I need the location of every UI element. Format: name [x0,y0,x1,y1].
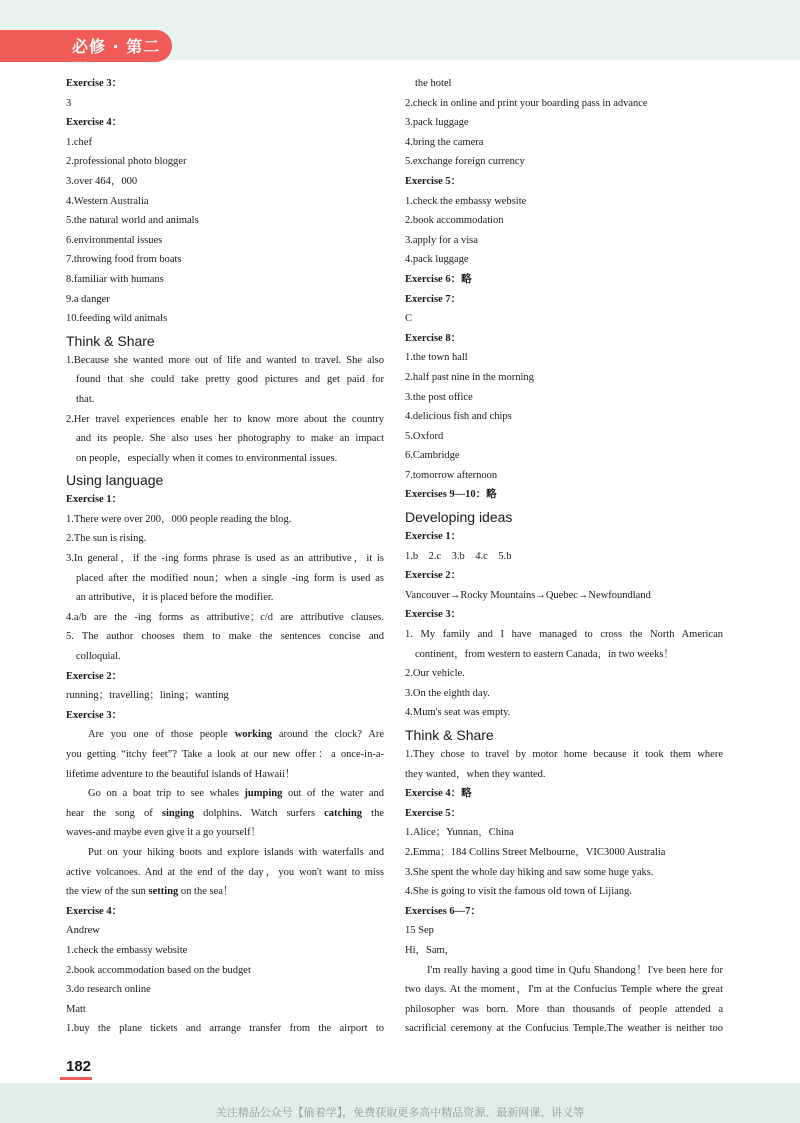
exercise-heading: Exercise 6：略 [405,273,472,285]
answer-line: 1.Because she wanted more out of life and wanted to travel. She also [66,354,384,366]
exercise-heading: Exercise 4： [66,905,123,917]
letter-date: 15 Sep [405,925,434,937]
exercise-heading: Exercise 5： [405,807,462,819]
book-volume-tab [0,30,172,79]
answer-line: on people，especially when it comes to environmental issues. [76,452,338,464]
answer-item: 3.over 464，000 [66,175,138,187]
answer-item: 3.apply for a visa [405,234,478,246]
exercise-heading: Exercise 1： [405,531,462,543]
exercise-heading: Exercises 9—10：略 [405,489,497,501]
exercise-heading: Exercise 2： [66,670,123,682]
answer-line: 1. My family and I have managed to cross the North American [405,629,723,641]
answer-item: 2.Emma；184 Collins Street Melbourne，VIC3000 Australia [405,846,666,858]
exercise-heading: Exercise 8： [405,332,462,344]
letter-line: sacrificial ceremony at the Confucius Temple.The weather is neither too [405,1023,723,1035]
answer-item: 3.do research online [66,984,151,996]
exercise-heading: Exercise 7： [405,293,462,305]
answer-item: 4.She is going to visit the famous old town of Lijiang. [405,886,632,898]
book-volume-label: 必修 · 第二册 [72,37,161,79]
letter-line: philosopher was born. More than thousands of people attended a [405,1003,723,1015]
answer-word: working [234,729,273,741]
answer-item: 2.professional photo blogger [66,156,187,168]
answer-item: 1.buy the plane tickets and arrange transfer from the airport to [66,1023,384,1035]
answer-item: 5.the natural world and animals [66,215,199,227]
answer-item: 4.Western Australia [66,195,149,207]
answer-line: 2.Our vehicle. [405,668,465,680]
answer-item: 7.throwing food from boats [66,254,182,266]
answer-word: setting [148,886,179,898]
answer-line: 1.They chose to travel by motor home because it took them where [405,749,723,760]
answer-item: 2.half past nine in the morning [405,371,534,383]
section-title-think-share: Think & Share [66,332,155,349]
answer-line: 3 [66,97,72,109]
answer-line: colloquial. [76,651,121,663]
answer-item: 10.feeding wild animals [66,313,168,325]
letter-greeting: Hi，Sam， [405,944,456,956]
section-title-developing-ideas: Developing ideas [405,509,513,526]
paragraph-line: Put on your hiking boots and explore islands with waterfalls and [88,846,384,858]
right-column [405,74,723,1039]
answer-item: 4.pack luggage [405,254,469,266]
exercise-heading: Exercise 2： [405,570,462,582]
answer-item: 6.Cambridge [405,450,460,462]
answer-line: and its people. She also uses her photography to make an impact [76,433,384,445]
left-column [66,74,384,1039]
answer-line: an attributive，it is placed before the modifier. [76,592,274,604]
answer-item: 1.chef [66,136,92,148]
answer-line: 2.Her travel experiences enable her to know more about the country [66,413,384,425]
exercise-heading: Exercise 1： [66,494,123,506]
exercise-heading: Exercises 6—7： [405,905,481,917]
answer-item: 3.the post office [405,391,473,403]
exercise-heading: Exercise 5： [405,175,462,187]
paragraph-line: active volcanoes. And at the end of the day，you won't want to miss [66,866,384,878]
page-number: 182 [66,1058,92,1075]
answer-item: 8.familiar with humans [66,273,164,285]
answer-item: 3.She spent the whole day hiking and saw some huge yaks. [405,866,654,878]
answer-line: continent，from western to eastern Canada，in two weeks！ [415,648,674,660]
section-title-think-share: Think & Share [405,727,494,743]
answer-line: they wanted，when they wanted. [405,768,546,780]
answer-item: 2.check in online and print your boarding pass in advance [405,97,648,109]
answer-line: 5. The author chooses them to make the sentences concise and [66,631,384,643]
paragraph-line: lifetime adventure to the beautiful islands of Hawaii！ [66,768,296,780]
answer-line: 1.There were over 200，000 people reading the blog. [66,513,292,525]
answer-line: 3.In general，if the -ing forms phrase is used as an attributive，it is [66,553,384,565]
answer-line: C [405,313,413,325]
answer-item: 1.check the embassy website [66,944,188,956]
answer-item: 1.Alice；Yunnan，China [405,827,514,839]
answer-line: placed after the modified noun；when a single -ing form is used as [76,572,384,584]
answer-line: Vancouver→Rocky Mountains→Quebec→Newfoundland [405,589,651,601]
answer-line: 2.The sun is rising. [66,533,147,545]
footer-notice: 关注精品公众号【偷着学】，免费获取更多高中精品资源、最新网课、讲义等 [215,1106,585,1119]
answer-line: found that she could take pretty good pictures and get paid for [76,374,384,386]
answer-line: 4.a/b are the -ing forms as attributive；c/d are attributive clauses. [66,611,384,623]
answer-item: 9.a danger [66,293,110,305]
exercise-heading: Exercise 3： [405,609,462,621]
answer-item: 6.environmental issues [66,234,163,246]
exercise-heading: Exercise 3： [66,78,123,89]
answer-word: singing [161,807,194,819]
answer-line: that. [76,393,95,405]
letter-line: I'm really having a good time in Qufu Shandong！I've been here for [427,964,723,976]
paragraph-line: Go on a boat trip to see whales jumping out of the water and [88,788,384,800]
letter-line: two days. At the moment，I'm at the Confucius Temple where the great [405,984,723,996]
answer-line: running；travelling；lining；wanting [66,690,229,702]
answer-item: 5.Oxford [405,430,444,442]
answer-word: catching [324,807,363,819]
answer-item: 1.the town hall [405,352,468,364]
answer-item: 3.pack luggage [405,117,469,129]
answer-item: 4.bring the camera [405,136,484,148]
answer-line: 1.b 2.c 3.b 4.c 5.b [405,550,512,562]
answer-line: 3.On the eighth day. [405,687,490,699]
paragraph-line: the view of the sun setting on the sea！ [66,886,234,898]
answer-item: 2.book accommodation [405,215,504,227]
answer-word: jumping [244,788,283,800]
paragraph-line: Are you one of those people working around the clock? Are [88,729,384,741]
answer-item: 4.delicious fish and chips [405,411,512,423]
exercise-heading: Exercise 4：略 [405,788,472,800]
answer-item: 2.book accommodation based on the budget [66,964,251,976]
page-number-underline [60,1077,92,1080]
section-title-using-language: Using language [66,472,164,489]
answer-item: 7.tomorrow afternoon [405,469,498,481]
exercise-heading: Exercise 3： [66,709,123,721]
paragraph-line: hear the song of singing dolphins. Watch surfers catching the [66,807,384,819]
answer-line: 4.Mum's seat was empty. [405,707,511,719]
person-name: Andrew [66,925,100,937]
answer-item: 1.check the embassy website [405,195,527,207]
answer-line: the hotel [415,78,452,89]
answer-item: 5.exchange foreign currency [405,156,525,168]
paragraph-line: waves-and maybe even give it a go yourself！ [66,827,262,839]
person-name: Matt [66,1003,86,1015]
exercise-heading: Exercise 4： [66,117,123,129]
paragraph-line: you getting “itchy feet”? Take a look at our new offer：a once-in-a- [66,749,384,760]
